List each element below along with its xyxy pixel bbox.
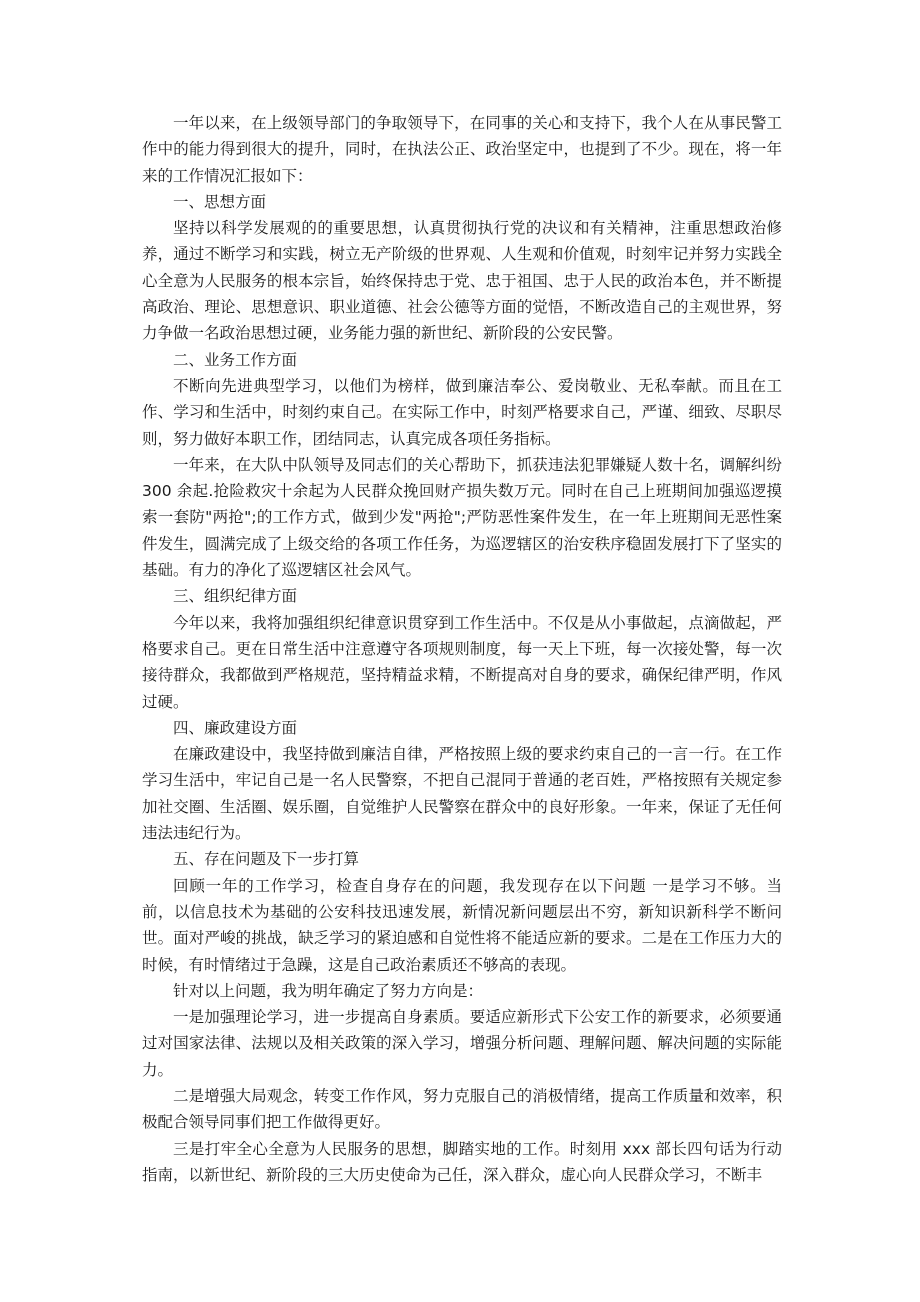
paragraph-integrity: 在廉政建设中，我坚持做到廉洁自律，严格按照上级的要求约束自己的一言一行。在工作学习生活中，牢记自己是一名人民警察，不把自己混同于普通的老百姓，严格按照有关规定参加社交圈、生活圈、娱乐圈，自觉维护人民警察在群众中的良好形象。一年来，保证了无任何违法违纪行为。	[142, 745, 782, 843]
paragraph-business-2: 一年来，在大队中队领导及同志们的关心帮助下，抓获违法犯罪嫌疑人数十名，调解纠纷 300 余起.抢险救灾十余起为人民群众挽回财产损失数万元。同时在自己上班期间加强巡逻摸索一套防"两抢";的工作方式，做到少发"两抢";严防恶性案件发生，在一年上班期间无恶性案件发生，圆满完成了上级交给的各项工作任务，为巡逻辖区的治安秩序稳固发展打下了坚实的基础。有力的净化了巡逻辖区社会风气。	[142, 455, 782, 580]
section-heading-thought: 一、思想方面	[173, 192, 267, 211]
intro-paragraph: 一年以来，在上级领导部门的争取领导下，在同事的关心和支持下，我个人在从事民警工作中的能力得到很大的提升，同时，在执法公正、政治坚定中，也提到了不少。现在，将一年来的工作情况汇报如下：	[142, 114, 782, 185]
paragraph-direction-1: 一是加强理论学习，进一步提高自身素质。要适应新形式下公安工作的新要求，必须要通过对国家法律、法规以及相关政策的深入学习，增强分析问题、理解问题、解决问题的实际能力。	[142, 1008, 782, 1079]
section-heading-discipline: 三、组织纪律方面	[173, 587, 298, 606]
paragraph-thought: 坚持以科学发展观的的重要思想，认真贯彻执行党的决议和有关精神，注重思想政治修养，通过不断学习和实践，树立无产阶级的世界观、人生观和价值观，时刻牢记并努力实践全心全意为人民服务的根本宗旨，始终保持忠于党、忠于祖国、忠于人民的政治本色，并不断提高政治、理论、思想意识、职业道德、社会公德等方面的觉悟，不断改造自己的主观世界，努力争做一名政治思想过硬，业务能力强的新世纪、新阶段的公安民警。	[142, 219, 782, 343]
paragraph-direction-2: 二是增强大局观念，转变工作作风，努力克服自己的消极情绪，提高工作质量和效率，积极配合领导同事们把工作做得更好。	[142, 1086, 782, 1132]
paragraph-problems: 回顾一年的工作学习，检查自身存在的问题，我发现存在以下问题 一是学习不够。当前，以信息技术为基础的公安科技迅速发展，新情况新问题层出不穷，新知识新科学不断问世。面对严峻的挑战，缺乏学习的紧迫感和自觉性将不能适应新的要求。二是在工作压力大的时候，有时情绪过于急躁，这是自己政治素质还不够高的表现。	[142, 876, 782, 974]
paragraph-direction-3: 三是打牢全心全意为人民服务的思想，脚踏实地的工作。时刻用 xxx 部长四句话为行动指南，以新世纪、新阶段的三大历史使命为己任，深入群众，虚心向人民群众学习，不断丰	[142, 1139, 782, 1184]
paragraph-business-1: 不断向先进典型学习，以他们为榜样，做到廉洁奉公、爱岗敬业、无私奉献。而且在工作、学习和生活中，时刻约束自己。在实际工作中，时刻严格要求自己，严谨、细致、尽职尽则，努力做好本职工作，团结同志，认真完成各项任务指标。	[142, 376, 782, 448]
section-heading-integrity: 四、廉政建设方面	[173, 718, 298, 737]
document-body	[142, 110, 782, 1188]
section-heading-problems: 五、存在问题及下一步打算	[173, 850, 360, 869]
paragraph-discipline: 今年以来，我将加强组织纪律意识贯穿到工作生活中。不仅是从小事做起，点滴做起，严格要求自己。更在日常生活中注意遵守各项规则制度，每一天上下班，每一次接处警，每一次接待群众，我都做到严格规范，坚持精益求精，不断提高对自身的要求，确保纪律严明，作风过硬。	[142, 613, 782, 711]
section-heading-business: 二、业务工作方面	[173, 350, 298, 369]
paragraph-direction-intro: 针对以上问题，我为明年确定了努力方向是：	[173, 981, 484, 1000]
